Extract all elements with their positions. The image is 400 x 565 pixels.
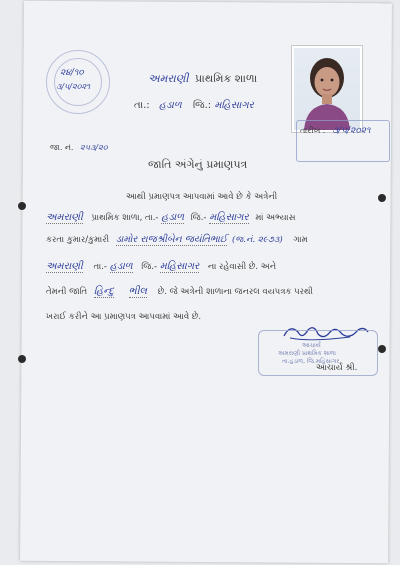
village-district-fill: મહિસાગર [159,261,200,272]
religion-fill: હિન્દુ [93,286,114,297]
district-label: જિ.: [192,100,212,111]
stamp-date: ૩/૫/૨૦૨૧ [56,82,91,91]
body-text: ના રહેવાસી છે. અને [207,262,277,272]
principal-designation: આચાર્ય શ્રી. [316,363,358,373]
punch-hole-right-top [378,194,386,202]
caste-fill: ભીલ [128,286,147,297]
punch-hole-right-bottom [378,345,386,353]
stamp-address: તા.હડાળ, જિ.મહિસાગર [282,358,340,365]
body-text: ગામ [293,235,308,245]
taluka-value: હડાળ [158,100,182,111]
body-text: તા.- [93,262,108,272]
school-name-handwritten: અમરાણી [148,72,189,85]
school-suffix: પ્રાથમિક શાળા [195,72,258,85]
punch-hole-left-bottom [18,355,26,363]
date-field [300,126,370,136]
body-line-3 [46,234,308,246]
school-address [134,100,254,111]
date-value: ૩/૫/૨૦૨૧ [332,126,371,136]
stamp-title: આચાર્ય [302,342,321,349]
taluka-label: તા.: [134,100,150,111]
body-line-4 [46,261,276,273]
body-text: તેમની જાતિ [46,287,88,297]
student-name-fill: ડામોર રાજશ્રીબેન જયંતિભાઈ [115,234,228,245]
date-label: તારીખ : [300,126,326,135]
gr-number: (જ.નં. ૨૯૭૩) [231,235,283,245]
stamp-number: ૨૪/૧૦ [60,68,84,78]
certificate-title: જાતિ અંગેનું પ્રમાણપત્ર [148,158,248,171]
reference-label: જા. નં. [50,143,74,152]
punch-hole-left-top [18,202,26,210]
district-value: મહિસાગર [214,100,254,111]
school-name-fill: અમરાણી [46,212,83,223]
body-line-6: ખરાઈ કરીને આ પ્રમાણપત્ર આપવામાં આવે છે. [46,312,202,322]
reference-value: ૨૫૩/૨૦ [80,143,108,152]
body-text: છે. જે અત્રેની શાળાના જનરલ વયપત્રક પરથી [157,287,313,297]
reference-number [50,143,108,153]
body-text: માં અભ્યાસ [255,213,296,223]
body-line-5 [46,286,313,298]
body-line-2 [46,212,296,224]
taluka-fill: હડાળ [161,212,185,223]
body-text: જિ.- [190,213,207,223]
stamp-school-name: અમરાણી પ્રાથમિક શાળા [278,350,336,357]
body-text: કરતા કુમાર/કુમારી [46,235,110,245]
village-taluka-fill: હડાળ [109,261,133,272]
body-text: જિ.- [141,262,158,272]
district-fill: મહિસાગર [209,212,249,223]
body-line-1: આથી પ્રમાણપત્ર આપવામાં આવે છે કે અત્રેની [126,192,278,202]
village-fill: અમરાણી [46,261,83,272]
body-text: પ્રાથમિક શાળા, તા.- [91,213,159,223]
school-header [148,72,257,86]
